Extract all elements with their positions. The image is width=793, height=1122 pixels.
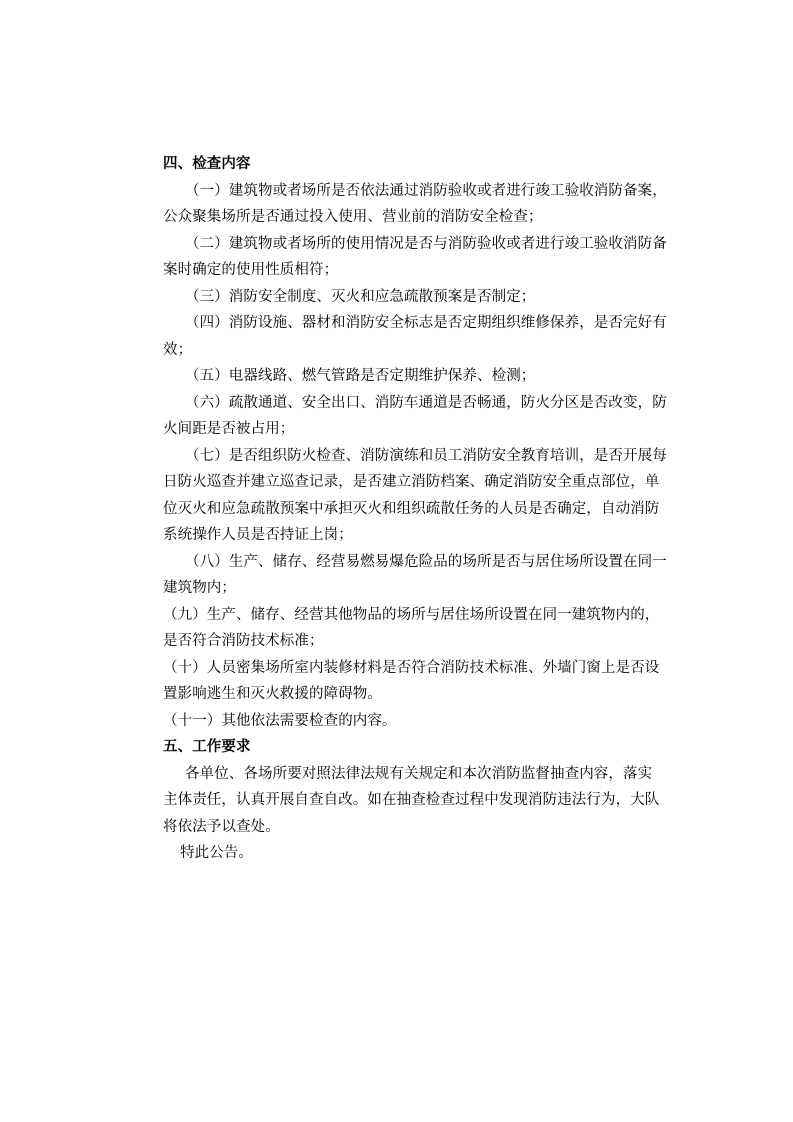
text-line: 案时确定的使用性质相符； — [163, 262, 339, 278]
text-line: （二）建筑物或者场所的使用情况是否与消防验收或者进行竣工验收消防备 — [185, 235, 667, 252]
text-line: 主体责任，认真开展自查自改。如在抽查检查过程中发现消防违法行为，大队 — [163, 792, 660, 808]
document-content — [163, 151, 668, 867]
text-line: （十）人员密集场所室内装修材料是否符合消防技术标准、外墙门窗上是否设 — [163, 659, 660, 676]
paragraph — [163, 284, 668, 311]
paragraph — [163, 363, 668, 390]
paragraph — [163, 602, 668, 655]
text-line: 日防火巡查并建立巡查记录，是否建立消防档案、确定消防安全重点部位，单 — [163, 474, 660, 490]
paragraph — [163, 840, 668, 867]
text-line: （六）疏散通道、安全出口、消防车通道是否畅通，防火分区是否改变，防 — [185, 394, 667, 411]
text-line: （九）生产、储存、经营其他物品的场所与居住场所设置在同一建筑物内的， — [163, 606, 660, 623]
text-line: 是否符合消防技术标准； — [163, 633, 324, 649]
section-heading — [163, 151, 668, 178]
paragraph — [163, 708, 668, 735]
text-line: （五）电器线路、燃气管路是否定期维护保养、检测； — [185, 368, 536, 384]
text-line: 效； — [163, 341, 193, 358]
heading-text: 四、检查内容 — [163, 156, 251, 172]
text-line: 特此公告。 — [180, 845, 253, 861]
text-line: 位灭火和应急疏散预案中承担灭火和组织疏散任务的人员是否确定，自动消防 — [163, 500, 660, 517]
text-line: 公众聚集场所是否通过投入使用、营业前的消防安全检查； — [163, 209, 543, 225]
text-line: 各单位、各场所要对照法律法规有关规定和本次消防监督抽查内容，落实 — [185, 765, 653, 782]
text-line: （三）消防安全制度、灭火和应急疏散预案是否制定； — [185, 288, 536, 305]
text-line: 建筑物内； — [163, 580, 236, 596]
heading-text: 五、工作要求 — [163, 739, 251, 755]
section-heading — [163, 734, 668, 761]
paragraph — [163, 549, 668, 602]
text-line: 系统操作人员是否持证上岗； — [163, 527, 353, 543]
text-line: （四）消防设施、器材和消防安全标志是否定期组织维修保养，是否完好有 — [185, 315, 667, 331]
text-line: （八）生产、储存、经营易燃易爆危险品的场所是否与居住场所设置在同一 — [185, 553, 667, 570]
text-line: 置影响逃生和灭火救援的障碍物。 — [163, 686, 382, 702]
text-line: （七）是否组织防火检查、消防演练和员工消防安全教育培训，是否开展每 — [185, 447, 667, 464]
paragraph — [163, 310, 668, 363]
paragraph — [163, 178, 668, 231]
paragraph — [163, 655, 668, 708]
text-line: 火间距是否被占用； — [163, 421, 295, 437]
text-line: 将依法予以查处。 — [163, 818, 280, 835]
text-line: （十一）其他依法需要检查的内容。 — [163, 712, 397, 729]
paragraph — [163, 761, 668, 841]
paragraph — [163, 443, 668, 549]
paragraph — [163, 390, 668, 443]
text-line: （一）建筑物或者场所是否依法通过消防验收或者进行竣工验收消防备案， — [185, 182, 667, 199]
paragraph — [163, 231, 668, 284]
